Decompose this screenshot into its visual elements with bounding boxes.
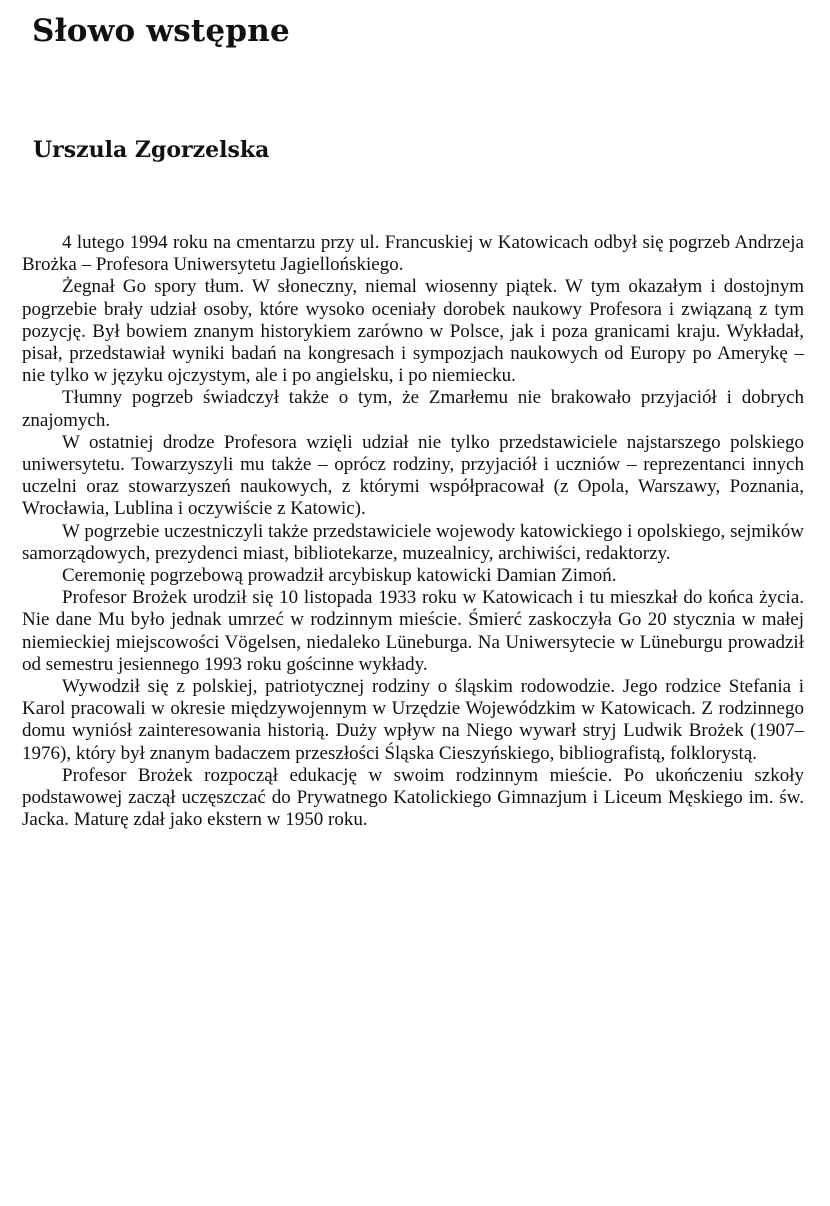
paragraph: Tłumny pogrzeb świadczył także o tym, że Zmarłemu nie brakowało przyjaciół i dobrych znajomych. <box>22 387 804 431</box>
paragraph: W pogrzebie uczestniczyli także przedstawiciele wojewody katowickiego i opolskiego, sejmików samorządowych, prezydenci miast, bibliotekarze, muzealnicy, archiwiści, redaktorzy. <box>22 520 804 564</box>
paragraph: Żegnał Go spory tłum. W słoneczny, niemal wiosenny piątek. W tym okazałym i dostojnym pogrzebie brały udział osoby, które wysoko oceniały dorobek naukowy Profesora i związaną z tym pozycję. Był bowiem znanym historykiem zarówno w Polsce, jak i poza granicami kraju. Wykładał, pisał, przedstawiał wyniki badań na kongresach i sympozjach naukowych od Europy po Amerykę – nie tylko w języku ojczystym, ale i po angielsku, i po niemiecku. <box>22 276 804 387</box>
paragraph: Profesor Brożek urodził się 10 listopada 1933 roku w Katowicach i tu mieszkał do końca życia. Nie dane Mu było jednak umrzeć w rodzinnym mieście. Śmierć zaskoczyła Go 20 stycznia w małej niemieckiej miejscowości Vögelsen, niedaleko Lüneburga. Na Uniwersytecie w Lüneburgu prowadził od semestru jesiennego 1993 roku gościnne wykłady. <box>22 587 804 675</box>
author-name: Urszula Zgorzelska <box>33 137 270 163</box>
paragraph: Profesor Brożek rozpoczął edukację w swoim rodzinnym mieście. Po ukończeniu szkoły podstawowej zaczął uczęszczać do Prywatnego Katolickiego Gimnazjum i Liceum Męskiego im. św. Jacka. Maturę zdał jako ekstern w 1950 roku. <box>22 764 804 831</box>
paragraph: Wywodził się z polskiej, patriotycznej rodziny o śląskim rodowodzie. Jego rodzice Stefania i Karol pracowali w okresie międzywojennym w Urzędzie Wojewódzkim w Katowicach. Z rodzinnego domu wyniósł zainteresowania historią. Duży wpływ na Niego wywarł stryj Ludwik Brożek (1907–1976), który był znanym badaczem przeszłości Śląska Cieszyńskiego, bibliografistą, folklorystą. <box>22 676 804 764</box>
paragraph: Ceremonię pogrzebową prowadził arcybiskup katowicki Damian Zimoń. <box>62 565 617 587</box>
body-text <box>22 232 804 831</box>
paragraph: 4 lutego 1994 roku na cmentarzu przy ul. Francuskiej w Katowicach odbył się pogrzeb Andrzeja Brożka – Profesora Uniwersytetu Jagiellońskiego. <box>22 232 804 276</box>
paragraph: W ostatniej drodze Profesora wzięli udział nie tylko przedstawiciele najstarszego polskiego uniwersytetu. Towarzyszyli mu także – oprócz rodziny, przyjaciół i uczniów – reprezentanci innych uczelni oraz stowarzyszeń naukowych, z którymi współpracował (z Opola, Warszawy, Poznania, Wrocławia, Lublina i oczywiście z Katowic). <box>22 431 804 520</box>
page-title: Słowo wstępne <box>32 13 290 49</box>
